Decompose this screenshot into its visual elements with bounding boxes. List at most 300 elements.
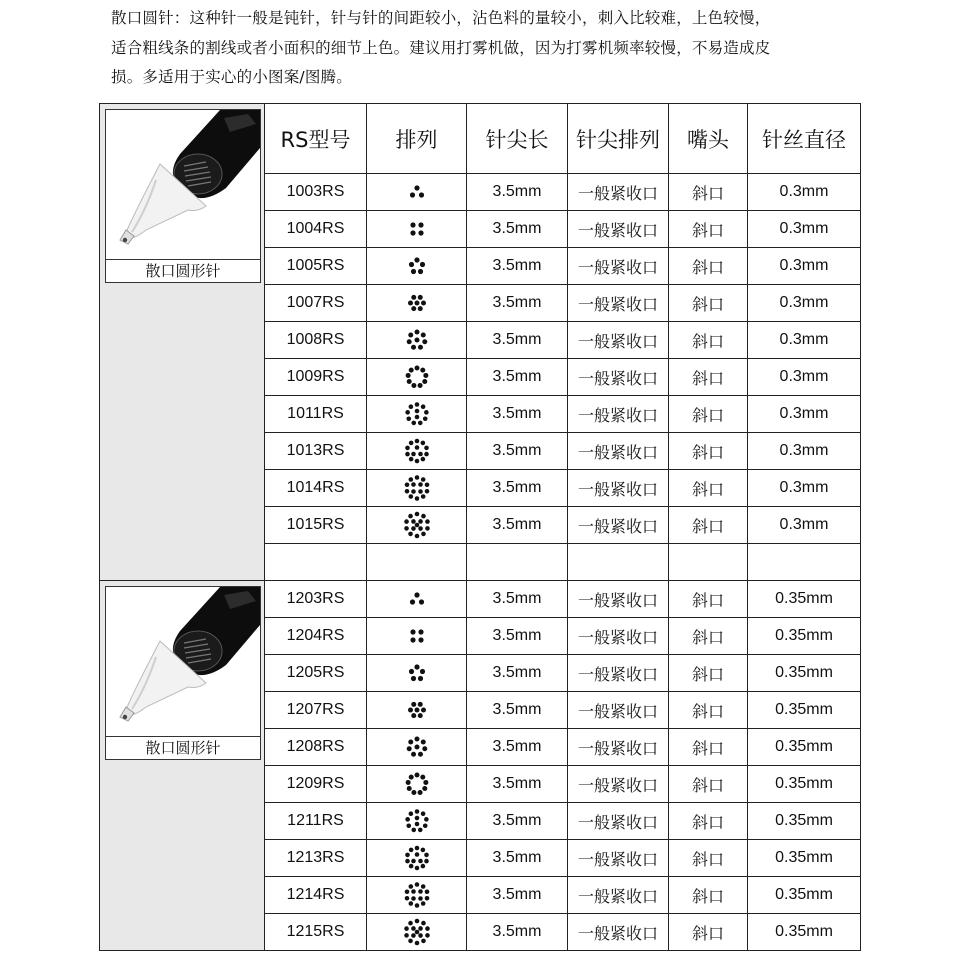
needle-dots-icon <box>402 214 432 244</box>
needle-dot <box>404 489 409 494</box>
diameter-cell: 0.3mm <box>748 433 861 470</box>
needle-dot <box>408 333 413 338</box>
empty-cell <box>568 544 669 581</box>
needle-dot <box>411 702 416 707</box>
needle-dot <box>408 514 413 519</box>
arrangement-cell <box>367 692 467 729</box>
tip-length-cell: 3.5mm <box>467 507 568 544</box>
model-cell: 1213RS <box>265 840 367 877</box>
needle-dot <box>414 445 419 450</box>
needle-dot <box>418 526 423 531</box>
needle-dots-icon <box>402 621 432 651</box>
needle-dot <box>411 752 416 757</box>
needle-dot <box>424 446 429 451</box>
needle-dot <box>408 921 413 926</box>
needle-dot <box>418 230 423 235</box>
needle-dot <box>406 339 411 344</box>
needle-dot <box>414 882 419 887</box>
needle-dots-icon <box>402 473 432 503</box>
tip-length-cell: 3.5mm <box>467 655 568 692</box>
diameter-cell: 0.3mm <box>748 470 861 507</box>
product-image-label: 散口圆形针 <box>106 736 260 759</box>
arrangement-cell <box>367 433 467 470</box>
arrangement-cell <box>367 618 467 655</box>
needle-dot <box>411 526 416 531</box>
empty-cell <box>669 544 748 581</box>
needle-dot <box>411 519 416 524</box>
tip-arrangement-cell: 一般紧收口 <box>568 211 669 248</box>
model-cell: 1203RS <box>265 581 367 618</box>
needle-dot <box>421 939 426 944</box>
needle-dots-icon <box>402 880 432 910</box>
product-image-cell <box>100 581 265 951</box>
needle-dot <box>422 823 427 828</box>
arrangement-cell <box>367 581 467 618</box>
needle-dot <box>420 901 425 906</box>
needle-dot <box>414 459 419 464</box>
nozzle-cell: 斜口 <box>669 877 748 914</box>
needle-dot <box>405 410 410 415</box>
needle-dot <box>411 933 416 938</box>
arrangement-cell <box>367 359 467 396</box>
arrangement-cell <box>367 803 467 840</box>
needle-dot <box>418 222 423 227</box>
tip-length-cell: 3.5mm <box>467 433 568 470</box>
needle-dot <box>408 740 413 745</box>
needle-dot <box>414 930 419 935</box>
needle-dot <box>408 262 413 267</box>
tip-arrangement-cell: 一般紧收口 <box>568 396 669 433</box>
model-cell: 1214RS <box>265 877 367 914</box>
needle-dot <box>411 489 416 494</box>
nozzle-cell: 斜口 <box>669 359 748 396</box>
needle-dot <box>414 338 419 343</box>
needle-dot <box>410 629 415 634</box>
needle-dot <box>408 708 413 713</box>
needle-dot <box>414 592 419 597</box>
model-cell: 1003RS <box>265 174 367 211</box>
tip-length-cell: 3.5mm <box>467 877 568 914</box>
arrangement-cell <box>367 507 467 544</box>
tip-arrangement-cell: 一般紧收口 <box>568 322 669 359</box>
tip-length-cell: 3.5mm <box>467 618 568 655</box>
needle-dot <box>404 482 409 487</box>
needle-dot <box>419 669 424 674</box>
diameter-cell: 0.3mm <box>748 211 861 248</box>
needle-dot <box>408 532 413 537</box>
needle-dot <box>424 482 429 487</box>
model-cell: 1008RS <box>265 322 367 359</box>
needle-dot <box>418 926 423 931</box>
needle-dot <box>420 864 425 869</box>
needle-dot <box>414 852 419 857</box>
needle-dot <box>420 494 425 499</box>
tip-arrangement-cell: 一般紧收口 <box>568 248 669 285</box>
needle-dot <box>414 919 419 924</box>
needle-dot <box>414 512 419 517</box>
needle-dot <box>404 519 409 524</box>
needle-dot <box>410 676 415 681</box>
column-header: 针丝直径 <box>748 104 861 174</box>
needle-dot <box>417 702 422 707</box>
needle-dot <box>425 526 430 531</box>
needle-dot <box>420 848 425 853</box>
needle-dot <box>408 811 413 816</box>
needle-dot <box>411 790 416 795</box>
needle-dot <box>425 926 430 931</box>
column-header: 排列 <box>367 104 467 174</box>
needle-dot <box>420 775 425 780</box>
nozzle-cell: 斜口 <box>669 655 748 692</box>
model-cell: 1015RS <box>265 507 367 544</box>
needle-dot <box>410 230 415 235</box>
needle-dot <box>419 262 424 267</box>
needle-dot <box>418 452 423 457</box>
diameter-cell: 0.35mm <box>748 581 861 618</box>
needle-dot <box>414 822 419 827</box>
needle-dot <box>421 301 426 306</box>
column-header: 针尖长 <box>467 104 568 174</box>
nozzle-cell: 斜口 <box>669 470 748 507</box>
tip-length-cell: 3.5mm <box>467 692 568 729</box>
arrangement-cell <box>367 248 467 285</box>
needle-dot <box>411 383 416 388</box>
needle-dot <box>414 496 419 501</box>
arrangement-cell <box>367 470 467 507</box>
needle-dot <box>411 828 416 833</box>
needle-dot <box>414 846 419 851</box>
nozzle-cell: 斜口 <box>669 840 748 877</box>
needle-dot <box>422 746 427 751</box>
needle-dot <box>421 514 426 519</box>
needle-dot <box>424 896 429 901</box>
needle-dot <box>404 889 409 894</box>
tip-arrangement-cell: 一般紧收口 <box>568 840 669 877</box>
model-cell: 1205RS <box>265 655 367 692</box>
diameter-cell: 0.35mm <box>748 803 861 840</box>
intro-line: 适合粗线条的割线或者小面积的细节上色。建议用打雾机做，因为打雾机频率较慢，不易造成皮 <box>111 38 771 57</box>
tip-length-cell: 3.5mm <box>467 211 568 248</box>
needle-dot <box>414 534 419 539</box>
needle-dot <box>418 489 423 494</box>
nozzle-cell: 斜口 <box>669 433 748 470</box>
needle-dots-icon <box>402 917 432 947</box>
needle-dot <box>414 301 419 306</box>
needle-dot <box>404 933 409 938</box>
needle-dot <box>411 345 416 350</box>
nozzle-cell: 斜口 <box>669 285 748 322</box>
needle-dot <box>408 404 413 409</box>
needle-dots-icon <box>402 177 432 207</box>
diameter-cell: 0.35mm <box>748 618 861 655</box>
tip-length-cell: 3.5mm <box>467 914 568 951</box>
tip-length-cell: 3.5mm <box>467 581 568 618</box>
model-cell: 1009RS <box>265 359 367 396</box>
needle-dot <box>421 921 426 926</box>
tip-length-cell: 3.5mm <box>467 840 568 877</box>
tip-length-cell: 3.5mm <box>467 396 568 433</box>
arrangement-cell <box>367 285 467 322</box>
needle-dot <box>417 383 422 388</box>
needle-dot <box>408 939 413 944</box>
needle-dot <box>417 295 422 300</box>
needle-dot <box>408 368 413 373</box>
nozzle-cell: 斜口 <box>669 692 748 729</box>
needle-dot <box>418 933 423 938</box>
tip-arrangement-cell: 一般紧收口 <box>568 803 669 840</box>
needle-dot <box>408 864 413 869</box>
empty-cell <box>367 544 467 581</box>
needle-dots-icon <box>402 806 432 836</box>
needle-dots-icon <box>402 325 432 355</box>
needle-dot <box>410 222 415 227</box>
diameter-cell: 0.35mm <box>748 655 861 692</box>
needle-dot <box>409 192 414 197</box>
nozzle-cell: 斜口 <box>669 766 748 803</box>
needle-dot <box>414 366 419 371</box>
tip-length-cell: 3.5mm <box>467 803 568 840</box>
diameter-cell: 0.35mm <box>748 840 861 877</box>
needle-dot <box>418 629 423 634</box>
needle-dots-icon <box>402 732 432 762</box>
model-cell: 1005RS <box>265 248 367 285</box>
needle-dot <box>406 786 411 791</box>
needle-dot <box>414 330 419 335</box>
needle-dot <box>406 746 411 751</box>
needle-dot <box>414 941 419 946</box>
needle-dot <box>418 889 423 894</box>
needle-dots-icon <box>402 251 432 281</box>
arrangement-cell <box>367 914 467 951</box>
needle-dot <box>414 816 419 821</box>
needle-dot <box>408 457 413 462</box>
needle-dot <box>420 368 425 373</box>
needle-dot <box>420 884 425 889</box>
needle-dot <box>421 708 426 713</box>
model-cell: 1004RS <box>265 211 367 248</box>
tip-arrangement-cell: 一般紧收口 <box>568 285 669 322</box>
needle-dot <box>424 817 429 822</box>
needle-dot <box>417 828 422 833</box>
needle-dot <box>423 373 428 378</box>
needle-dot <box>411 859 416 864</box>
model-cell: 1014RS <box>265 470 367 507</box>
needle-dot <box>411 452 416 457</box>
needle-dot <box>405 853 410 858</box>
diameter-cell: 0.3mm <box>748 396 861 433</box>
needle-dot <box>420 404 425 409</box>
tip-length-cell: 3.5mm <box>467 729 568 766</box>
nozzle-cell: 斜口 <box>669 507 748 544</box>
needle-dot <box>418 637 423 642</box>
diameter-cell: 0.3mm <box>748 248 861 285</box>
needle-dot <box>414 402 419 407</box>
needle-dot <box>414 185 419 190</box>
needle-dot <box>405 373 410 378</box>
diameter-cell: 0.3mm <box>748 322 861 359</box>
column-header: RS型号 <box>265 104 367 174</box>
needle-dots-icon <box>402 843 432 873</box>
needle-dot <box>405 817 410 822</box>
arrangement-cell <box>367 840 467 877</box>
needle-dot <box>418 482 423 487</box>
needle-dot <box>422 416 427 421</box>
needle-dot <box>414 866 419 871</box>
needle-dot <box>421 532 426 537</box>
product-image-cell <box>100 104 265 581</box>
needle-spec-table <box>99 103 861 951</box>
tip-length-cell: 3.5mm <box>467 174 568 211</box>
tip-arrangement-cell: 一般紧收口 <box>568 692 669 729</box>
diameter-cell: 0.35mm <box>748 877 861 914</box>
needle-dot <box>417 752 422 757</box>
needle-dot <box>420 811 425 816</box>
nozzle-cell: 斜口 <box>669 174 748 211</box>
needle-dot <box>408 901 413 906</box>
needle-dot <box>408 669 413 674</box>
tip-arrangement-cell: 一般紧收口 <box>568 766 669 803</box>
intro-text <box>111 4 871 93</box>
needle-dot <box>406 416 411 421</box>
table-header-row <box>100 104 861 174</box>
nozzle-cell: 斜口 <box>669 729 748 766</box>
needle-dot <box>414 664 419 669</box>
tip-arrangement-cell: 一般紧收口 <box>568 581 669 618</box>
needle-dot <box>414 257 419 262</box>
needle-dot <box>408 494 413 499</box>
intro-line: 损。多适用于实心的小图案/图腾。 <box>111 68 352 86</box>
product-image-frame <box>105 109 261 283</box>
diameter-cell: 0.35mm <box>748 914 861 951</box>
needle-dots-icon <box>402 510 432 540</box>
arrangement-cell <box>367 729 467 766</box>
nozzle-cell: 斜口 <box>669 211 748 248</box>
diameter-cell: 0.35mm <box>748 729 861 766</box>
nozzle-cell: 斜口 <box>669 618 748 655</box>
needle-dot <box>420 477 425 482</box>
needle-dot <box>414 523 419 528</box>
diameter-cell: 0.3mm <box>748 507 861 544</box>
needle-dot <box>417 790 422 795</box>
needle-dot <box>417 269 422 274</box>
diameter-cell: 0.3mm <box>748 359 861 396</box>
needle-dot <box>418 859 423 864</box>
needle-dot <box>405 452 410 457</box>
tip-arrangement-cell: 一般紧收口 <box>568 914 669 951</box>
empty-cell <box>467 544 568 581</box>
needle-dot <box>414 903 419 908</box>
needle-dot <box>418 896 423 901</box>
needle-dot <box>418 599 423 604</box>
model-cell: 1209RS <box>265 766 367 803</box>
needle-dots-icon <box>402 584 432 614</box>
tip-length-cell: 3.5mm <box>467 248 568 285</box>
empty-cell <box>265 544 367 581</box>
needle-dots-icon <box>402 695 432 725</box>
needle-dot <box>410 637 415 642</box>
needle-dot <box>418 519 423 524</box>
needle-dot <box>418 192 423 197</box>
needle-dot <box>417 676 422 681</box>
needle-dot <box>414 409 419 414</box>
needle-dot <box>409 599 414 604</box>
arrangement-cell <box>367 322 467 359</box>
nozzle-cell: 斜口 <box>669 581 748 618</box>
needle-dot <box>422 379 427 384</box>
product-image-frame <box>105 586 261 760</box>
model-cell: 1011RS <box>265 396 367 433</box>
needle-dot <box>414 745 419 750</box>
needle-dot <box>404 896 409 901</box>
tip-arrangement-cell: 一般紧收口 <box>568 877 669 914</box>
needle-dot <box>414 475 419 480</box>
needle-dot <box>414 809 419 814</box>
needle-dot <box>420 441 425 446</box>
needle-dots-icon <box>402 288 432 318</box>
needle-dot <box>417 306 422 311</box>
needle-dot <box>411 421 416 426</box>
tip-arrangement-cell: 一般紧收口 <box>568 359 669 396</box>
needle-dot <box>411 295 416 300</box>
needle-dot <box>408 477 413 482</box>
needle-dot <box>424 410 429 415</box>
arrangement-cell <box>367 877 467 914</box>
nozzle-cell: 斜口 <box>669 396 748 433</box>
needle-dots-icon <box>402 436 432 466</box>
needle-dot <box>425 933 430 938</box>
nozzle-cell: 斜口 <box>669 248 748 285</box>
needle-dot <box>411 889 416 894</box>
needle-dots-icon <box>402 362 432 392</box>
needle-dot <box>411 306 416 311</box>
needle-dot <box>414 415 419 420</box>
intro-line: 散口圆针：这种针一般是钝针，针与针的间距较小，沾色料的量较小，刺入比较难，上色较慢， <box>111 9 771 27</box>
nozzle-cell: 斜口 <box>669 322 748 359</box>
tip-length-cell: 3.5mm <box>467 285 568 322</box>
needle-dot <box>417 713 422 718</box>
model-cell: 1208RS <box>265 729 367 766</box>
tip-arrangement-cell: 一般紧收口 <box>568 470 669 507</box>
empty-cell <box>748 544 861 581</box>
needle-dot <box>406 823 411 828</box>
needle-dot <box>406 379 411 384</box>
tip-length-cell: 3.5mm <box>467 322 568 359</box>
arrangement-cell <box>367 396 467 433</box>
needle-dot <box>417 345 422 350</box>
needle-dot <box>405 780 410 785</box>
model-cell: 1215RS <box>265 914 367 951</box>
needle-dot <box>411 926 416 931</box>
needle-dot <box>420 457 425 462</box>
arrangement-cell <box>367 174 467 211</box>
table-row <box>100 581 861 618</box>
needle-dot <box>414 737 419 742</box>
model-cell: 1207RS <box>265 692 367 729</box>
needle-dot <box>405 446 410 451</box>
needle-dot <box>424 889 429 894</box>
needle-dot <box>411 713 416 718</box>
arrangement-cell <box>367 655 467 692</box>
tip-arrangement-cell: 一般紧收口 <box>568 655 669 692</box>
nozzle-cell: 斜口 <box>669 803 748 840</box>
model-cell: 1007RS <box>265 285 367 322</box>
needle-dots-icon <box>402 658 432 688</box>
needle-dot <box>411 896 416 901</box>
tip-length-cell: 3.5mm <box>467 470 568 507</box>
needle-dot <box>424 489 429 494</box>
needle-dot <box>425 519 430 524</box>
needle-dot <box>408 775 413 780</box>
